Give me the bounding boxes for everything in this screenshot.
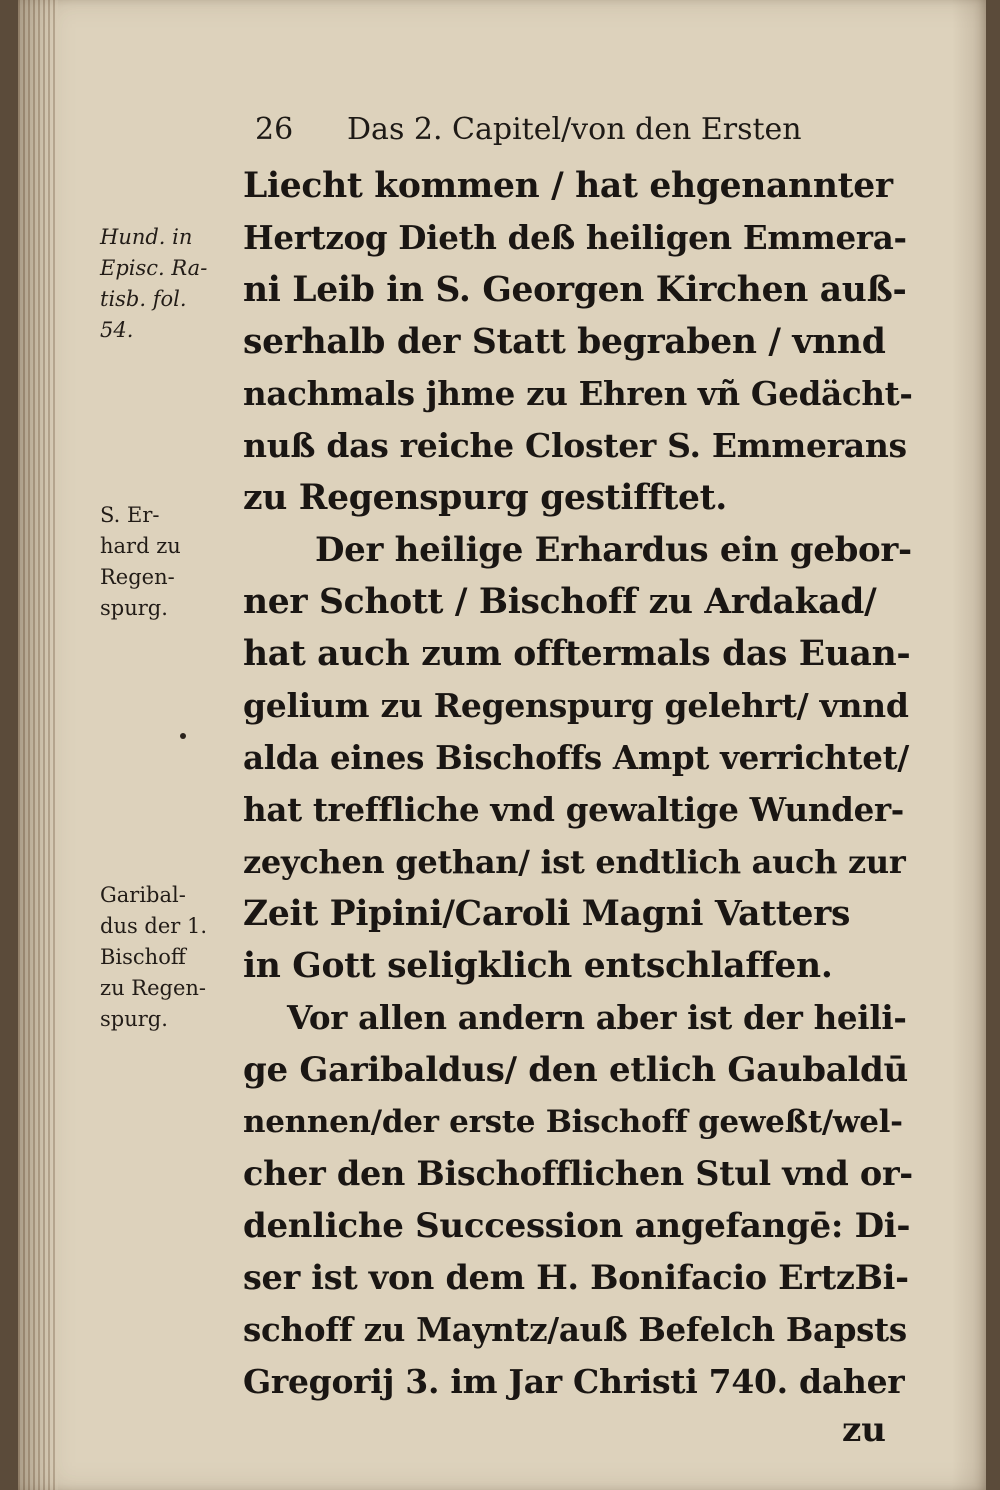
running-title: Das 2. Capitel/von den Ersten	[347, 112, 802, 147]
page-gutter	[18, 0, 58, 1490]
text-line: serhalb der Statt begraben / vnnd	[243, 322, 886, 362]
margin-note-line: Regen-	[100, 565, 175, 589]
text-line: nennen/der erste Bischoff geweßt/wel-	[243, 1104, 903, 1140]
text-line: schoff zu Mayntz/auß Befelch Bapsts	[243, 1310, 907, 1349]
margin-note-line: tisb. fol.	[100, 287, 187, 311]
text-line: denliche Succession angefangē: Di-	[243, 1206, 911, 1246]
text-line: nachmals jhme zu Ehren vñ Gedächt-	[243, 374, 913, 413]
margin-note-line: S. Er-	[100, 503, 160, 527]
margin-note-line: spurg.	[100, 1007, 168, 1031]
text-line: nuß das reiche Closter S. Emmerans	[243, 426, 907, 465]
text-line: ni Leib in S. Georgen Kirchen auß-	[243, 270, 907, 310]
text-line: zeychen gethan/ ist endtlich auch zur	[243, 843, 906, 881]
text-line: ge Garibaldus/ den etlich Gaubaldū	[243, 1050, 908, 1090]
text-line: ser ist von dem H. Bonifacio ErtzBi-	[243, 1258, 909, 1297]
text-line: Liecht kommen / hat ehgenannter	[243, 166, 893, 206]
text-line: alda eines Bischoffs Ampt verrichtet/	[243, 738, 909, 777]
margin-note-line: Garibal-	[100, 883, 186, 907]
page-edge	[952, 0, 986, 1490]
margin-note-line: Hund. in	[100, 225, 193, 249]
margin-note-garibald	[100, 880, 240, 1035]
margin-note-line: 54.	[100, 318, 134, 342]
text-line: hat treffliche vnd gewaltige Wunder-	[243, 790, 904, 829]
text-line: Hertzog Dieth deß heiligen Emmera-	[243, 218, 907, 257]
text-line: in Gott seligklich entschlaffen.	[243, 946, 833, 986]
margin-note-line: zu Regen-	[100, 976, 206, 1000]
text-line: zu Regenspurg gestifftet.	[243, 478, 727, 518]
text-line: cher den Bischofflichen Stul vnd or-	[243, 1154, 913, 1193]
text-line: Gregorij 3. im Jar Christi 740. daher	[243, 1362, 905, 1401]
page-number: 26	[255, 112, 294, 147]
margin-note-line: dus der 1.	[100, 914, 208, 938]
text-line: ner Schott / Bischoff zu Ardakad/	[243, 582, 877, 622]
margin-note-line: spurg.	[100, 596, 168, 620]
running-head	[255, 112, 815, 152]
margin-note-line: Episc. Ra-	[100, 256, 208, 280]
text-line: Zeit Pipini/Caroli Magni Vatters	[243, 894, 851, 934]
margin-note-erhard	[100, 500, 240, 624]
text-line: gelium zu Regenspurg gelehrt/ vnnd	[243, 686, 909, 725]
text-line: Der heilige Erhardus ein gebor-	[315, 530, 912, 570]
margin-note-line: hard zu	[100, 534, 181, 558]
margin-dot	[180, 733, 186, 739]
margin-note-reference	[100, 222, 240, 346]
margin-note-line: Bischoff	[100, 945, 186, 969]
text-line: hat auch zum offtermals das Euan-	[243, 634, 911, 674]
text-line: Vor allen andern aber ist der heili-	[287, 998, 907, 1037]
catchword: zu	[842, 1410, 887, 1450]
